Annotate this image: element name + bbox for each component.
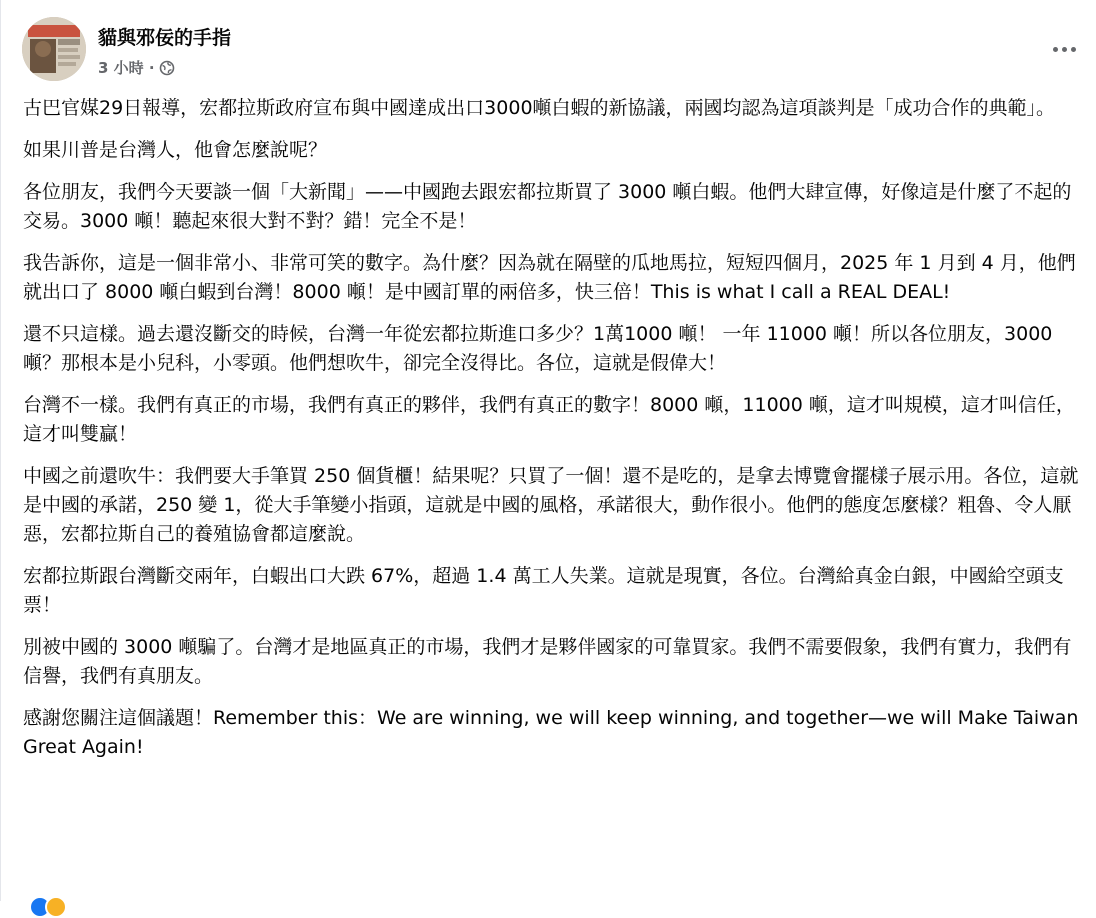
post-paragraph: 如果川普是台灣人，他會怎麼說呢？ xyxy=(23,139,328,161)
post-body xyxy=(23,94,1083,775)
post-paragraph: 台灣不一樣。我們有真正的市場，我們有真正的夥伴，我們有真正的數字！8000 噸，11000 噸，這才叫規模，這才叫信任，這才叫雙贏！ xyxy=(23,394,1075,445)
author-avatar[interactable] xyxy=(22,17,86,81)
post-meta xyxy=(98,57,175,78)
more-dot xyxy=(1071,47,1076,52)
haha-reaction-icon xyxy=(45,896,67,918)
post-paragraph: 各位朋友，我們今天要談一個「大新聞」——中國跑去跟宏都拉斯買了 3000 噸白蝦。他們大肆宣傳，好像這是什麼了不起的交易。3000 噸！聽起來很大對不對？錯！完全不是！ xyxy=(23,181,1072,232)
avatar-image-icon xyxy=(22,17,86,81)
post-paragraph: 中國之前還吹牛：我們要大手筆買 250 個貨櫃！結果呢？只買了一個！還不是吃的，是拿去博覽會擺樣子展示用。各位，這就是中國的承諾，250 變 1，從大手筆變小指頭，這就是中國的風格，承諾很大，動作很小。他們的態度怎麼樣？粗魯、令人厭惡，宏都拉斯自己的養殖協會都這麼說。 xyxy=(23,465,1079,545)
post-paragraph: 感謝您關注這個議題！Remember this：We are winning, we will keep winning, and together—we will Make Taiwan Great Again! xyxy=(23,707,1079,758)
more-dots-icon xyxy=(1053,47,1058,52)
more-dot xyxy=(1062,47,1067,52)
post-header xyxy=(22,17,1082,85)
post-paragraph: 還不只這樣。過去還沒斷交的時候，台灣一年從宏都拉斯進口多少？1萬1000 噸！ 一年 11000 噸！所以各位朋友，3000 噸？那根本是小兒科，小零頭。他們想吹牛，卻完全沒得比。各位，這就是假偉大！ xyxy=(23,323,1053,374)
reaction-icons[interactable] xyxy=(29,896,67,918)
post-paragraph: 別被中國的 3000 噸騙了。台灣才是地區真正的市場，我們才是夥伴國家的可靠買家。我們不需要假象，我們有實力，我們有信譽，我們有真朋友。 xyxy=(23,636,1072,687)
globe-icon xyxy=(159,60,175,76)
author-name[interactable]: 貓與邪佞的手指 xyxy=(98,27,232,49)
more-options-button[interactable] xyxy=(1046,31,1082,67)
post-timestamp[interactable]: 3 小時 · xyxy=(98,59,155,77)
post-paragraph: 我告訴你，這是一個非常小、非常可笑的數字。為什麼？因為就在隔壁的瓜地馬拉，短短四個月，2025 年 1 月到 4 月，他們就出口了 8000 噸白蝦到台灣！8000 噸！是中國訂單的兩倍多，快三倍！This is what I call a REAL DEAL! xyxy=(23,252,1076,303)
post-paragraph: 古巴官媒29日報導，宏都拉斯政府宣布與中國達成出口3000噸白蝦的新協議，兩國均認為這項談判是「成功合作的典範」。 xyxy=(23,97,1056,119)
post-paragraph: 宏都拉斯跟台灣斷交兩年，白蝦出口大跌 67%，超過 1.4 萬工人失業。這就是現實，各位。台灣給真金白銀，中國給空頭支票！ xyxy=(23,565,1064,616)
